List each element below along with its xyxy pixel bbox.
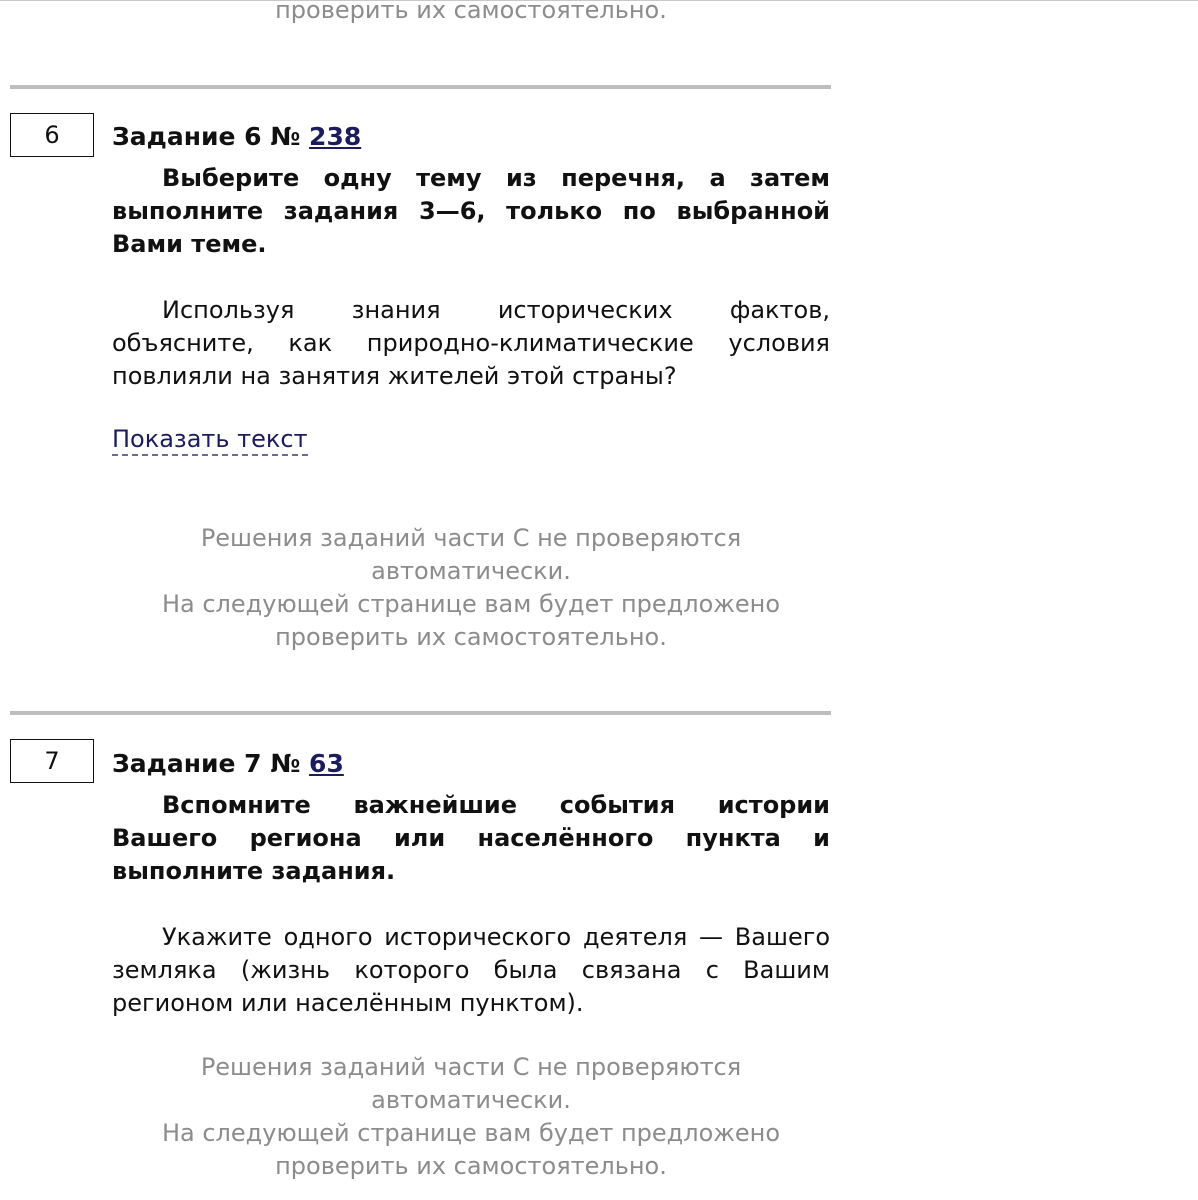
note-line: проверить их самостоятельно. bbox=[275, 1152, 667, 1180]
previous-task-note bbox=[112, 0, 830, 27]
note-line: автоматически. bbox=[371, 557, 571, 585]
task-instruction: Выберите одну тему из перечня, а затем выполните задания 3—6, только по выбранной Вами теме. bbox=[112, 164, 830, 258]
note-line: Решения заданий части С не проверяются bbox=[200, 1053, 742, 1081]
note-line: На следующей странице вам будет предложено bbox=[161, 1119, 781, 1147]
task-separator bbox=[10, 711, 831, 715]
auto-check-note bbox=[112, 522, 830, 654]
task-number-box: 7 bbox=[10, 739, 94, 783]
task-number-link[interactable]: 238 bbox=[309, 122, 362, 151]
show-text-link[interactable]: Показать текст bbox=[112, 424, 308, 456]
note-line: Решения заданий части С не проверяются bbox=[200, 524, 742, 552]
task-title bbox=[112, 120, 830, 154]
task-separator bbox=[10, 85, 831, 89]
task-title-text: Задание 7 № bbox=[112, 749, 301, 778]
task-title-text: Задание 6 № bbox=[112, 122, 301, 151]
task-question: Используя знания исторических фактов, объясните, как природно-климатические условия повлияли на занятия жителей этой страны? bbox=[112, 296, 830, 390]
note-line: На следующей странице вам будет предложено bbox=[161, 590, 781, 618]
task-number-link[interactable]: 63 bbox=[309, 749, 344, 778]
note-line: проверить их самостоятельно. bbox=[275, 623, 667, 651]
note-line: проверить их самостоятельно. bbox=[275, 0, 667, 24]
task-title bbox=[112, 747, 830, 781]
task-7 bbox=[112, 747, 830, 1020]
task-instruction: Вспомните важнейшие события истории Вашего региона или населённого пункта и выполните задания. bbox=[112, 791, 830, 885]
note-line: автоматически. bbox=[371, 1086, 571, 1114]
auto-check-note bbox=[112, 1051, 830, 1183]
task-question: Укажите одного исторического деятеля — Вашего земляка (жизнь которого была связана с Вашим регионом или населённым пунктом). bbox=[112, 923, 830, 1017]
task-number-box: 6 bbox=[10, 113, 94, 157]
task-6 bbox=[112, 120, 830, 456]
